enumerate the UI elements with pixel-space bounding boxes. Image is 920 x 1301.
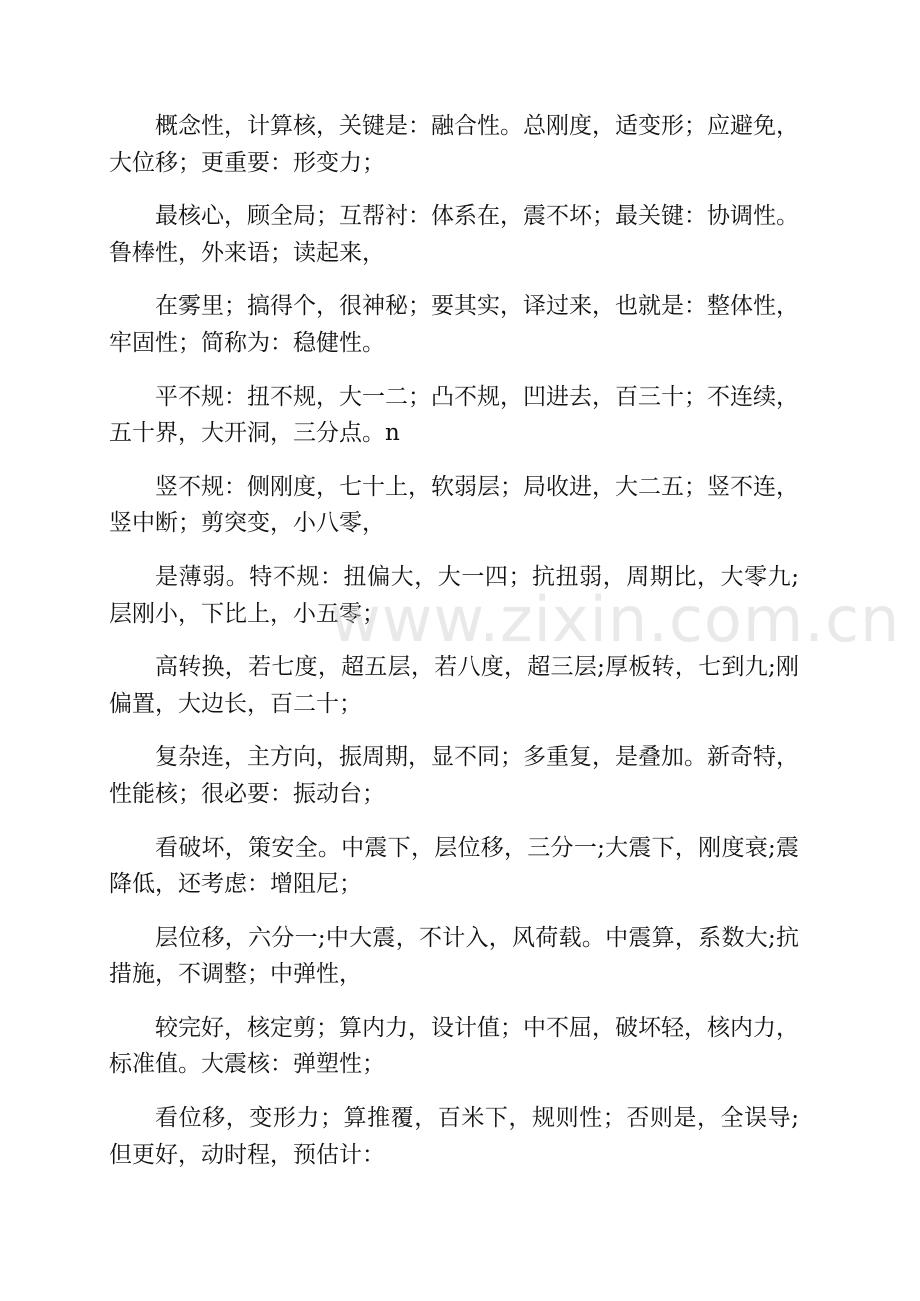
paragraph: 复杂连，主方向，振周期，显不同；多重复，是叠加。新奇特，性能核；很必要：振动台； xyxy=(109,744,799,807)
watermark: www.zixin.com.cn xyxy=(330,583,901,656)
paragraph: 最核心，顾全局；互帮衬：体系在，震不坏；最关键：协调性。鲁棒性，外来语；读起来， xyxy=(109,203,799,266)
paragraph: 看破坏，策安全。中震下，层位移，三分一;大震下，刚度衰;震降低，还考虑：增阻尼； xyxy=(109,834,799,898)
paragraph: 较完好，核定剪；算内力，设计值；中不屈，破坏轻，核内力，标准值。大震核：弹塑性； xyxy=(109,1014,799,1078)
paragraph: 是薄弱。特不规：扭偏大，大一四；抗扭弱，周期比，大零九;层刚小，下比上，小五零； xyxy=(109,563,799,627)
paragraph: 高转换，若七度，超五层，若八度，超三层;厚板转，七到九;刚偏置，大边长，百二十； xyxy=(109,654,799,717)
paragraph: 在雾里；搞得个，很神秘；要其实，译过来，也就是：整体性，牢固性；简称为：稳健性。 xyxy=(109,293,799,356)
paragraph: 平不规：扭不规，大一二；凸不规，凹进去，百三十；不连续，五十界，大开洞，三分点。n xyxy=(109,383,799,447)
paragraph: 看位移，变形力；算推覆，百米下，规则性；否则是，全误导;但更好，动时程，预估计： xyxy=(109,1105,799,1168)
document-body xyxy=(109,108,901,1190)
paragraph: 层位移，六分一;中大震，不计入，风荷载。中震算，系数大;抗措施，不调整；中弹性， xyxy=(109,924,799,988)
paragraph: 概念性，计算核，关键是：融合性。总刚度，适变形；应避免，大位移；更重要：形变力； xyxy=(109,113,799,176)
paragraph: 竖不规：侧刚度，七十上，软弱层；局收进，大二五；竖不连，竖中断；剪突变，小八零， xyxy=(109,473,799,537)
